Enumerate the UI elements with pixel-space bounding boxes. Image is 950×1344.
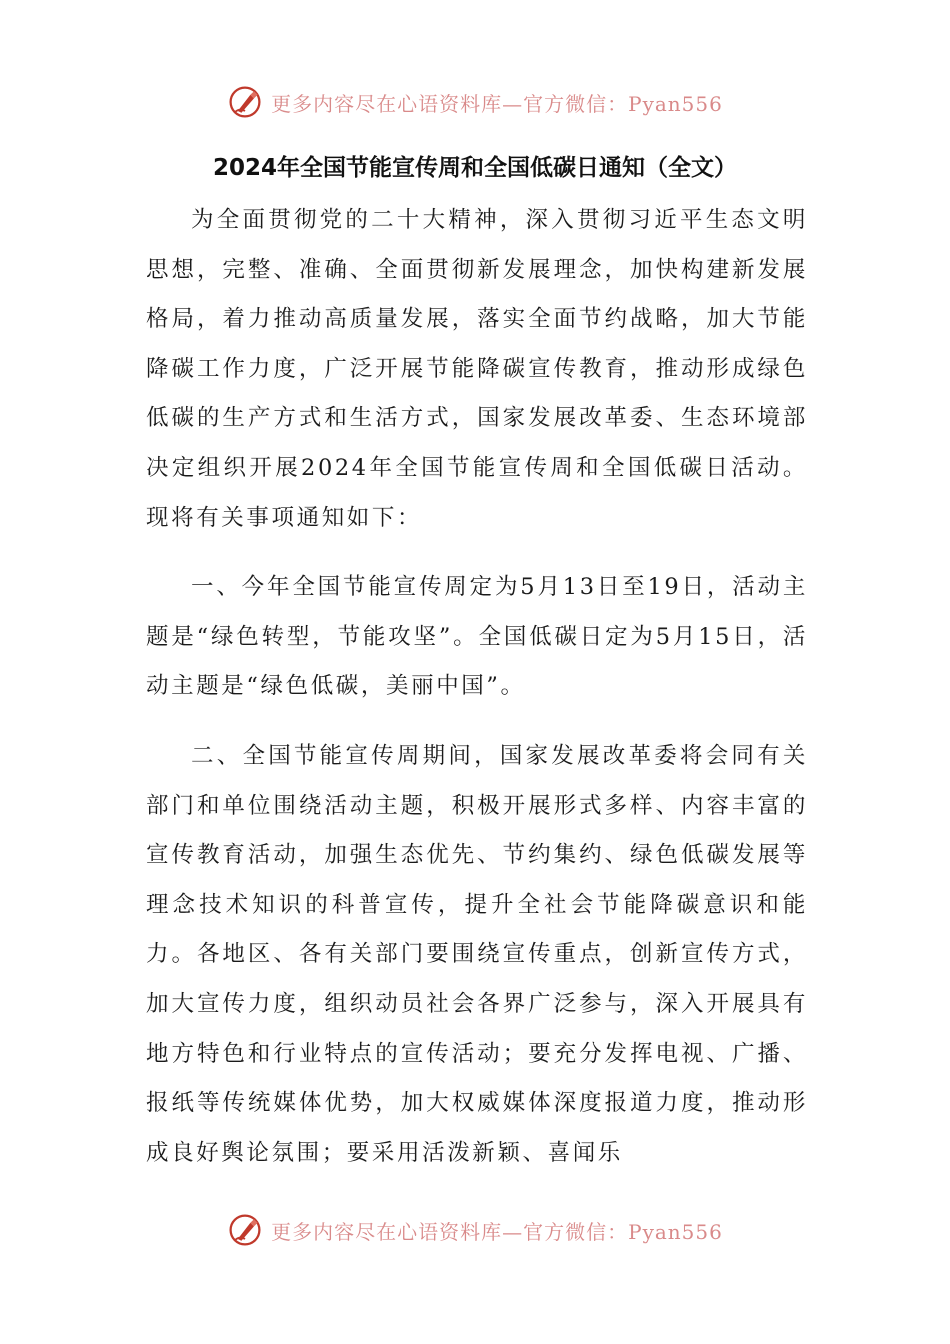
watermark-text: 更多内容尽在心语资料库—官方微信：Pyan556 bbox=[271, 91, 723, 116]
paragraph-section-one: 一、今年全国节能宣传周定为5月13日至19日，活动主题是“绿色转型，节能攻坚”。全国低碳日定为5月15日，活动主题是“绿色低碳，美丽中国”。 bbox=[146, 574, 808, 700]
pen-nib-icon bbox=[227, 1212, 263, 1248]
pen-nib-icon bbox=[227, 84, 263, 120]
document-body bbox=[146, 196, 808, 1178]
footer-watermark-banner bbox=[0, 1208, 950, 1252]
document-title: 2024年全国节能宣传周和全国低碳日通知（全文） bbox=[212, 155, 737, 181]
paragraph-intro: 为全面贯彻党的二十大精神，深入贯彻习近平生态文明思想，完整、准确、全面贯彻新发展理念，加快构建新发展格局，着力推动高质量发展，落实全面节约战略，加大节能降碳工作力度，广泛开展节能降碳宣传教育，推动形成绿色低碳的生产方式和生活方式，国家发展改革委、生态环境部决定组织开展2024年全国节能宣传周和全国低碳日活动。现将有关事项通知如下： bbox=[146, 207, 808, 531]
paragraph-section-two: 二、全国节能宣传周期间，国家发展改革委将会同有关部门和单位围绕活动主题，积极开展形式多样、内容丰富的宣传教育活动，加强生态优先、节约集约、绿色低碳发展等理念技术知识的科普宣传，提升全社会节能降碳意识和能力。各地区、各有关部门要围绕宣传重点，创新宣传方式，加大宣传力度，组织动员社会各界广泛参与，深入开展具有地方特色和行业特点的宣传活动；要充分发挥电视、广播、报纸等传统媒体优势，加大权威媒体深度报道力度，推动形成良好舆论氛围；要采用活泼新颖、喜闻乐 bbox=[146, 742, 808, 1166]
header-watermark-banner bbox=[0, 80, 950, 124]
watermark-text: 更多内容尽在心语资料库—官方微信：Pyan556 bbox=[271, 1219, 723, 1244]
